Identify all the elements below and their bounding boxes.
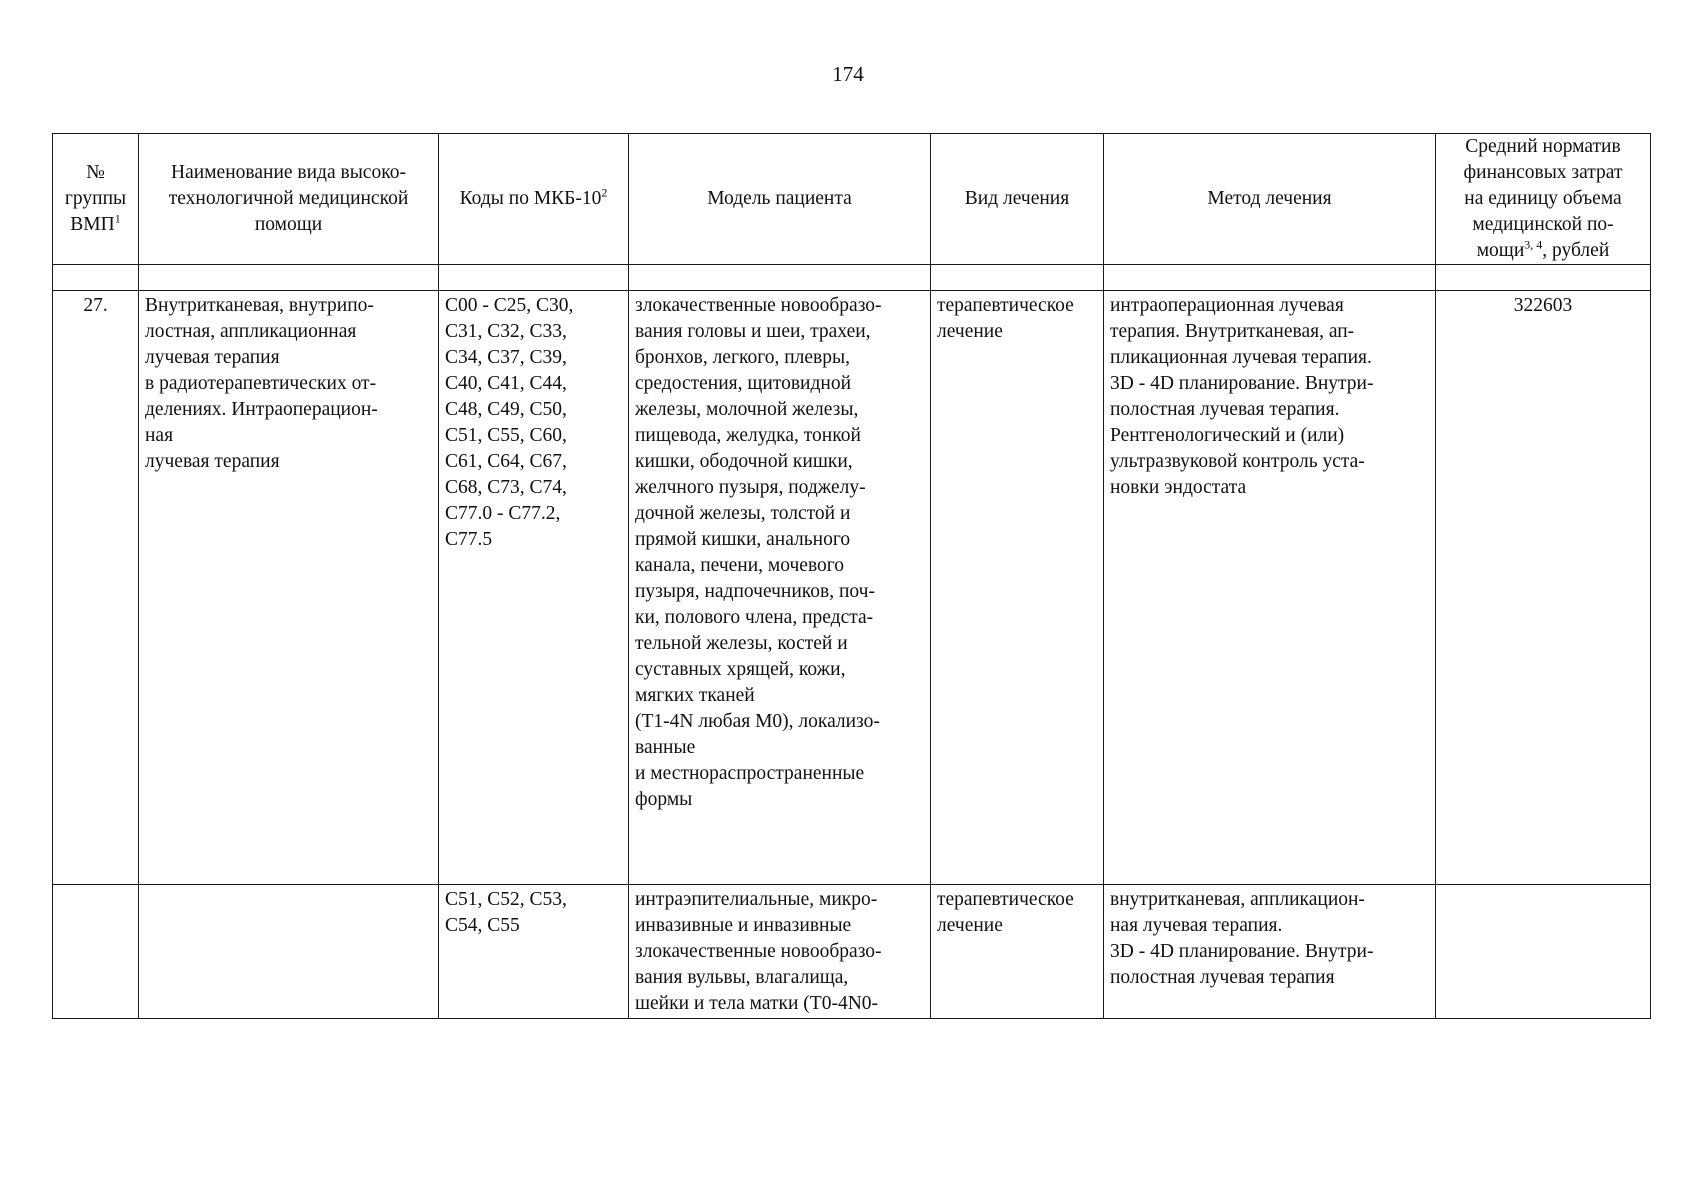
cell-cost [1436, 885, 1651, 1019]
cell-cost: 322603 [1436, 291, 1651, 885]
header-codes: Коды по МКБ-$10^2$ [439, 134, 629, 265]
table-spacer-row [53, 265, 1651, 291]
table-row [53, 885, 1651, 1019]
header-treatment-type: Вид лечения [931, 134, 1104, 265]
table-row [53, 291, 1651, 885]
cell-patient-model: злокачественные новообразо- вания головы и шеи, трахеи, бронхов, легкого, плевры, средостения, щитовидной железы, молочной железы, пищевода, желудка, тонкой кишки, ободочной кишки, желчного пузыря, поджелу- дочной железы, толстой и прямой кишки, анального канала, печени, мочевого пузыря, надпочечников, поч- ки, полового члена, предста- тельной железы, костей и суставных хрящей, кожи, мягких тканей (T1-4N любая M0), локализо- ванные и местнораспространенные формы [629, 291, 931, 885]
cell-name: Внутритканевая, внутрипо- лостная, аппликационная лучевая терапия в радиотерапевтических от- делениях. Интраоперацион- ная лучевая терапия [139, 291, 439, 885]
header-treatment-method: Метод лечения [1104, 134, 1436, 265]
header-patient-model: Модель пациента [629, 134, 931, 265]
cell-treatment-type: терапевтическое лечение [931, 885, 1104, 1019]
cell-codes: C51, C52, C53, C54, C55 [439, 885, 629, 1019]
table-header-row [53, 134, 1651, 265]
cell-codes: C00 - C25, C30, C31, C32, C33, C34, C37, C39, C40, C41, C44, C48, C49, C50, C51, C55, C60, C61, C64, C67, C68, C73, C74, C77.0 - C77.2, C77.5 [439, 291, 629, 885]
vmp-table [52, 133, 1651, 1019]
cell-patient-model: интраэпителиальные, микро- инвазивные и инвазивные злокачественные новообразо- вания вульвы, влагалища, шейки и тела матки (T0-4N0- [629, 885, 931, 1019]
cell-name [139, 885, 439, 1019]
cell-treatment-method: внутритканевая, аппликацион- ная лучевая терапия. 3D - 4D планирование. Внутри- полостная лучевая терапия [1104, 885, 1436, 1019]
cell-group-no [53, 885, 139, 1019]
header-name: Наименование вида высоко- технологичной медицинской помощи [139, 134, 439, 265]
cell-treatment-type: терапевтическое лечение [931, 291, 1104, 885]
cell-group-no: 27. [53, 291, 139, 885]
header-group-no: № группы ВМП$^1$ [53, 134, 139, 265]
header-cost: Средний норматив финансовых затрат на единицу объема медицинской по- мощи$^{3, 4}$, рублей [1436, 134, 1651, 265]
page-number: 174 [832, 62, 864, 86]
cell-treatment-method: интраоперационная лучевая терапия. Внутритканевая, ап- пликационная лучевая терапия. 3D - 4D планирование. Внутри- полостная лучевая терапия. Рентгенологический и (или) ультразвуковой контроль уста- новки эндостата [1104, 291, 1436, 885]
